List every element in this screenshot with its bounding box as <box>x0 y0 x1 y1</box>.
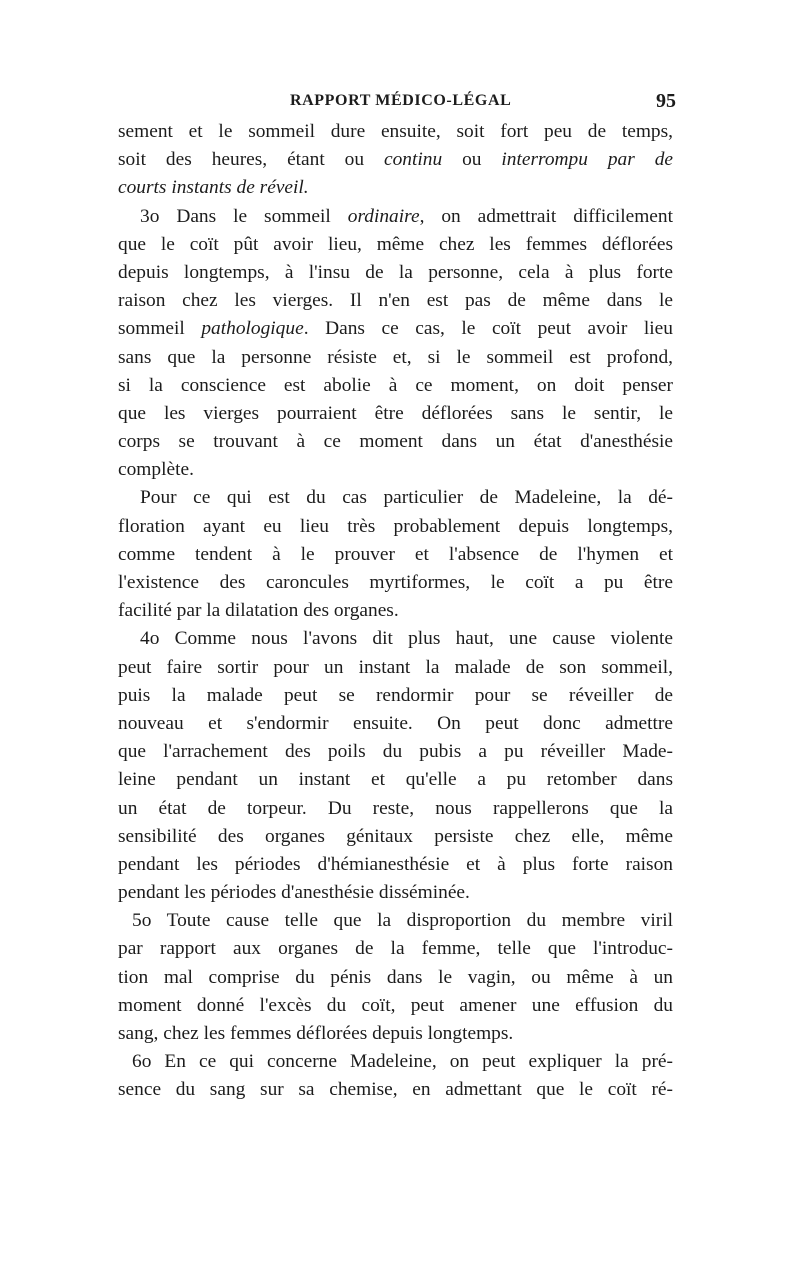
text-line <box>118 513 673 541</box>
text-segment: facilité par la dilatation des organes. <box>118 600 399 622</box>
text-segment: sence du sang sur sa chemise, en admettant que le coït ré- <box>118 1079 673 1101</box>
text-segment: 6o En ce qui concerne Madeleine, on peut expliquer la pré- <box>132 1051 673 1073</box>
text-segment: que le coït pût avoir lieu, même chez les femmes déflorées <box>118 233 673 255</box>
text-segment: que les vierges pourraient être déflorées sans le sentir, le <box>118 402 673 424</box>
text-line <box>118 738 673 766</box>
text-line <box>118 569 673 597</box>
text-segment: l'existence des caroncules myrtiformes, le coït a pu être <box>118 572 673 593</box>
text-line <box>118 1076 673 1104</box>
italic-text-segment: courts instants de réveil. <box>118 177 309 199</box>
text-segment: 5o Toute cause telle que la disproportion du membre viril <box>132 910 673 932</box>
italic-text-segment: continu <box>383 149 443 171</box>
text-segment: sensibilité des organes génitaux persiste chez elle, même <box>118 825 673 847</box>
text-segment: moment donné l'excès du coït, peut amener une effusion du <box>118 994 673 1016</box>
text-line <box>118 935 673 963</box>
text-segment: sommeil <box>118 318 202 340</box>
page-header <box>118 90 678 114</box>
text-segment: sans que la personne résiste et, si le sommeil est profond, <box>118 346 673 368</box>
text-line <box>118 203 673 231</box>
text-line <box>118 625 673 653</box>
text-line <box>118 315 673 343</box>
text-segment: raison chez les vierges. Il n'en est pas de même dans le <box>118 290 673 312</box>
text-line <box>118 851 673 879</box>
italic-text-segment: ordinaire <box>347 205 420 227</box>
page-number: 95 <box>656 90 676 112</box>
text-line <box>118 766 673 794</box>
text-segment: , on admettrait difficilement <box>419 205 673 227</box>
text-segment: puis la malade peut se rendormir pour se réveiller de <box>118 684 673 706</box>
italic-text-segment: interrompu par de <box>501 149 673 171</box>
text-line <box>118 823 673 851</box>
text-segment: que l'arrachement des poils du pubis a pu réveiller Made- <box>118 741 673 763</box>
text-line <box>118 400 673 428</box>
text-segment: 4o Comme nous l'avons dit plus haut, une cause violente <box>140 628 673 650</box>
text-line <box>118 1048 673 1076</box>
text-line <box>118 597 673 625</box>
text-line <box>118 344 673 372</box>
text-line <box>118 795 673 823</box>
text-segment: tion mal comprise du pénis dans le vagin, ou même à un <box>118 966 673 988</box>
text-line <box>118 372 673 400</box>
text-line <box>118 682 673 710</box>
text-segment: ou <box>442 149 502 171</box>
text-segment: . Dans ce cas, le coït peut avoir lieu <box>303 318 673 340</box>
running-head: RAPPORT MÉDICO-LÉGAL <box>290 92 512 109</box>
text-segment: si la conscience est abolie à ce moment, on doit penser <box>118 374 673 396</box>
text-segment: floration ayant eu lieu très probablement depuis longtemps, <box>118 515 673 537</box>
text-line <box>118 174 673 202</box>
text-line <box>118 1020 673 1048</box>
text-line <box>118 146 673 174</box>
text-segment: leine pendant un instant et qu'elle a pu retomber dans <box>118 769 673 791</box>
text-line <box>118 710 673 738</box>
text-line <box>118 654 673 682</box>
text-line <box>118 287 673 315</box>
text-line <box>118 907 673 935</box>
text-segment: un état de torpeur. Du reste, nous rappellerons que la <box>118 797 673 819</box>
text-line <box>118 456 673 484</box>
text-segment: complète. <box>118 459 194 481</box>
text-segment: sang, chez les femmes déflorées depuis longtemps. <box>118 1023 514 1044</box>
text-line <box>118 231 673 259</box>
italic-text-segment: pathologique <box>201 318 304 340</box>
text-segment: pendant les périodes d'hémianesthésie et à plus forte raison <box>118 853 673 875</box>
text-line <box>118 259 673 287</box>
text-segment: 3o Dans le sommeil <box>140 205 348 227</box>
text-segment: comme tendent à le prouver et l'absence de l'hymen et <box>118 543 673 565</box>
text-segment: sement et le sommeil dure ensuite, soit fort peu de temps, <box>118 121 673 142</box>
text-segment: Pour ce qui est du cas particulier de Madeleine, la dé- <box>140 487 673 509</box>
text-line <box>118 879 673 907</box>
text-line <box>118 484 673 512</box>
text-segment: depuis longtemps, à l'insu de la personne, cela à plus forte <box>118 261 673 283</box>
text-line <box>118 541 673 569</box>
text-segment: soit des heures, étant ou <box>118 149 384 171</box>
text-segment: par rapport aux organes de la femme, telle que l'introduc- <box>118 938 673 960</box>
text-segment: corps se trouvant à ce moment dans un état d'anesthésie <box>118 431 673 453</box>
text-segment: nouveau et s'endormir ensuite. On peut donc admettre <box>118 712 673 734</box>
text-segment: peut faire sortir pour un instant la malade de son sommeil, <box>118 656 673 678</box>
text-line <box>118 428 673 456</box>
text-line <box>118 118 673 146</box>
page-body-text <box>118 118 673 1105</box>
text-line <box>118 964 673 992</box>
text-segment: pendant les périodes d'anesthésie disséminée. <box>118 882 470 904</box>
text-line <box>118 992 673 1020</box>
